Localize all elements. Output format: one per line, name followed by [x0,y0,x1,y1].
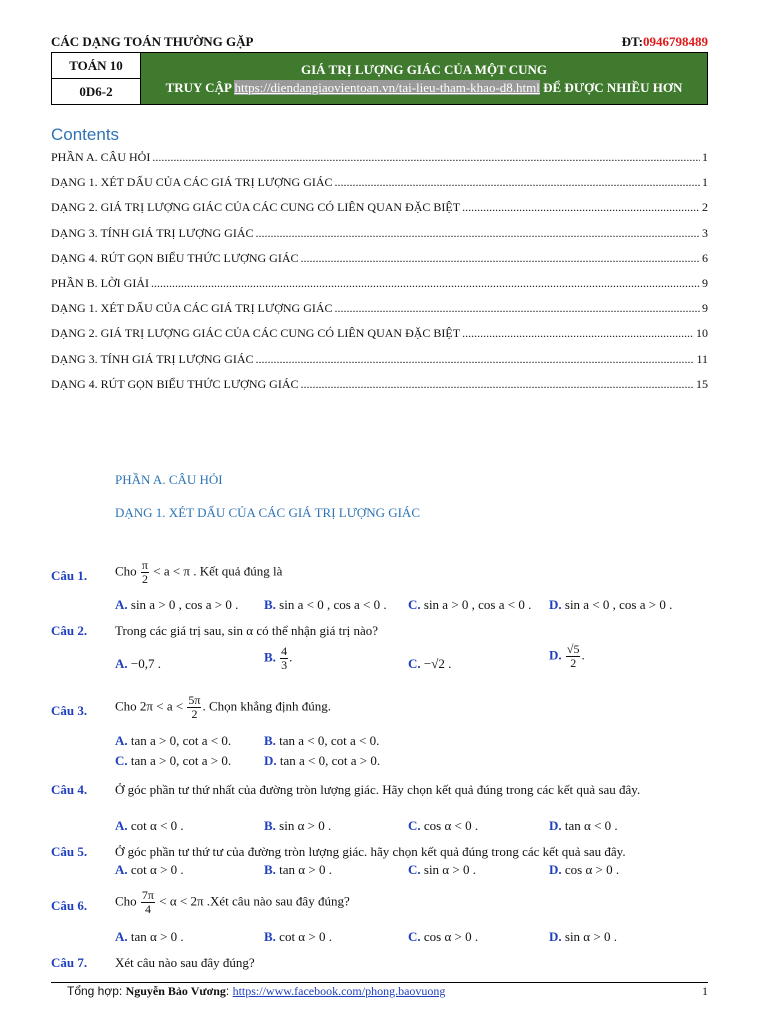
q5-option-a[interactable]: A. cot α > 0 . [115,862,184,877]
toc-entry[interactable] [51,150,708,175]
toc-entry-page: 10 [696,326,708,341]
toc-entry-title: DẠNG 1. XÉT DẤU CỦA CÁC GIÁ TRỊ LƯỢNG GIÁC [51,175,333,190]
q1-option-b[interactable]: B. sin a < 0 , cos a < 0 . [264,597,387,612]
subject-code: TOÁN 10 [52,53,141,79]
q6-option-a[interactable]: A. tan α > 0 . [115,929,184,944]
toc-entry[interactable] [51,352,708,377]
q4-option-b[interactable]: B. sin α > 0 . [264,818,332,833]
toc-entry-title: DẠNG 4. RÚT GỌN BIỂU THỨC LƯỢNG GIÁC [51,376,299,391]
q4-option-d[interactable]: D. tan α < 0 . [549,818,618,833]
question-label: Câu 4. [51,782,88,797]
toc-entry-page: 11 [696,351,708,366]
access-line: TRUY CẬP https://diendangiaovientoan.vn/tai-lieu-tham-khao-d8.html ĐỂ ĐƯỢC NHIỀU HƠN [165,79,683,95]
toc-entry[interactable] [51,226,708,251]
section-dang-1[interactable]: DẠNG 1. XÉT DẤU CỦA CÁC GIÁ TRỊ LƯỢNG GIÁC [115,505,420,520]
toc-leader-dots [301,251,700,266]
toc-entry-title: DẠNG 4. RÚT GỌN BIỂU THỨC LƯỢNG GIÁC [51,250,299,265]
toc-entry[interactable] [51,200,708,225]
toc-entry-page: 2 [702,200,708,215]
toc-leader-dots [462,200,700,215]
page-header [51,34,708,50]
toc-entry-page: 6 [702,250,708,265]
question-text: Cho 2π < a < $\frac{5\pi}{2}$ . Chọn khẳng định đúng. [115,693,332,721]
toc-leader-dots [301,377,694,392]
toc-entry-page: 1 [702,150,708,164]
toc-entry[interactable] [51,301,708,326]
toc-entry[interactable] [51,326,708,351]
q5-option-c[interactable]: C. sin α > 0 . [408,862,476,877]
toc-entry-page: 3 [702,225,708,240]
question-label: Câu 3. [51,703,88,718]
question-text: Ở góc phần tư thứ nhất của đường tròn lượng giác. Hãy chọn kết quả đúng trong các kết quả sau đây. [115,782,641,797]
toc-leader-dots [256,226,700,241]
toc-entry-page: 9 [702,275,708,290]
q5-option-d[interactable]: D. cos α > 0 . [549,862,620,877]
toc-entry-title: DẠNG 1. XÉT DẤU CỦA CÁC GIÁ TRỊ LƯỢNG GIÁC [51,301,333,316]
question-text: Xét câu nào sau đây đúng? [115,955,255,970]
toc-entry-page: 9 [702,301,708,316]
header-title: CÁC DẠNG TOÁN THƯỜNG GẶP [51,34,254,49]
toc-entry-page: 15 [696,376,708,391]
toc-entry-title: PHẦN B. LỜI GIẢI [51,275,149,290]
footer-credit: Tổng hợp: Nguyễn Bảo Vương: https://www.facebook.com/phong.baovuong [67,984,446,998]
toc-entry[interactable] [51,377,708,402]
toc-entry-title: DẠNG 3. TÍNH GIÁ TRỊ LƯỢNG GIÁC [51,225,254,240]
page-number: 1 [702,984,708,998]
q4-option-a[interactable]: A. cot α < 0 . [115,818,184,833]
question-text: Ở góc phần tư thứ tư của đường tròn lượng giác. hãy chọn kết quả đúng trong các kết quả sau đây. [115,844,626,859]
header-phone: ĐT:0946798489 [621,34,708,49]
page-footer [51,982,708,998]
title-banner [141,53,708,105]
toc-leader-dots [151,276,700,291]
toc-entry-title: DẠNG 2. GIÁ TRỊ LƯỢNG GIÁC CỦA CÁC CUNG CÓ LIÊN QUAN ĐẶC BIỆT [51,326,461,341]
toc-entry-title: DẠNG 2. GIÁ TRỊ LƯỢNG GIÁC CỦA CÁC CUNG CÓ LIÊN QUAN ĐẶC BIỆT [51,200,461,215]
q2-option-a[interactable]: A. −0,7 . [115,656,161,671]
access-link[interactable]: https://diendangiaovientoan.vn/tai-lieu-tham-khao-d8.html [234,79,540,95]
question-label: Câu 2. [51,623,88,638]
section-part-a[interactable]: PHẦN A. CÂU HỎI [115,472,223,487]
q6-option-c[interactable]: C. cos α > 0 . [408,929,479,944]
toc-leader-dots [335,175,700,190]
question-label: Câu 6. [51,898,88,913]
q6-option-d[interactable]: D. sin α > 0 . [549,929,617,944]
q2-option-b[interactable]: B. $\frac{4}{3}$ . [264,644,293,672]
q2-option-d[interactable]: D. $\frac{√5}{2}$ . [549,642,585,670]
q2-option-c[interactable]: C. −√2 . [408,656,452,671]
lesson-code: 0D6-2 [52,79,141,105]
question-label: Câu 5. [51,844,88,859]
table-of-contents [51,150,708,402]
q5-option-b[interactable]: B. tan α > 0 . [264,862,332,877]
toc-leader-dots [256,352,695,367]
question-text: Cho $\frac{\pi}{2}$ < a < π . Kết quả đúng là [115,558,283,586]
q3-option-b[interactable]: B. tan a < 0, cot a < 0. [264,733,380,748]
toc-entry-title: PHẦN A. CÂU HỎI [51,150,151,164]
toc-entry-page: 1 [702,175,708,190]
q3-option-a[interactable]: A. tan a > 0, cot a < 0. [115,733,232,748]
toc-entry[interactable] [51,175,708,200]
q1-option-d[interactable]: D. sin a < 0 , cos a > 0 . [549,597,673,612]
title-box [51,52,708,105]
toc-entry-title: DẠNG 3. TÍNH GIÁ TRỊ LƯỢNG GIÁC [51,351,254,366]
q4-option-c[interactable]: C. cos α < 0 . [408,818,479,833]
question-text: Trong các giá trị sau, sin α có thể nhận giá trị nào? [115,623,379,638]
toc-leader-dots [152,150,700,165]
q6-option-b[interactable]: B. cot α > 0 . [264,929,332,944]
facebook-link[interactable]: https://www.facebook.com/phong.baovuong [232,984,446,998]
q1-option-c[interactable]: C. sin a > 0 , cos a < 0 . [408,597,532,612]
toc-entry[interactable] [51,251,708,276]
q3-option-d[interactable]: D. tan a < 0, cot a > 0. [264,753,381,768]
document-title: GIÁ TRỊ LƯỢNG GIÁC CỦA MỘT CUNG [300,61,548,77]
question-text: Cho $\frac{7\pi}{4}$ < α < 2π .Xét câu nào sau đây đúng? [115,888,350,916]
toc-leader-dots [462,326,694,341]
toc-leader-dots [335,301,700,316]
q3-option-c[interactable]: C. tan a > 0, cot a > 0. [115,753,232,768]
question-label: Câu 1. [51,568,88,583]
toc-entry[interactable] [51,276,708,301]
question-label: Câu 7. [51,955,88,970]
contents-heading: Contents [51,125,120,144]
q1-option-a[interactable]: A. sin a > 0 , cos a > 0 . [115,597,239,612]
